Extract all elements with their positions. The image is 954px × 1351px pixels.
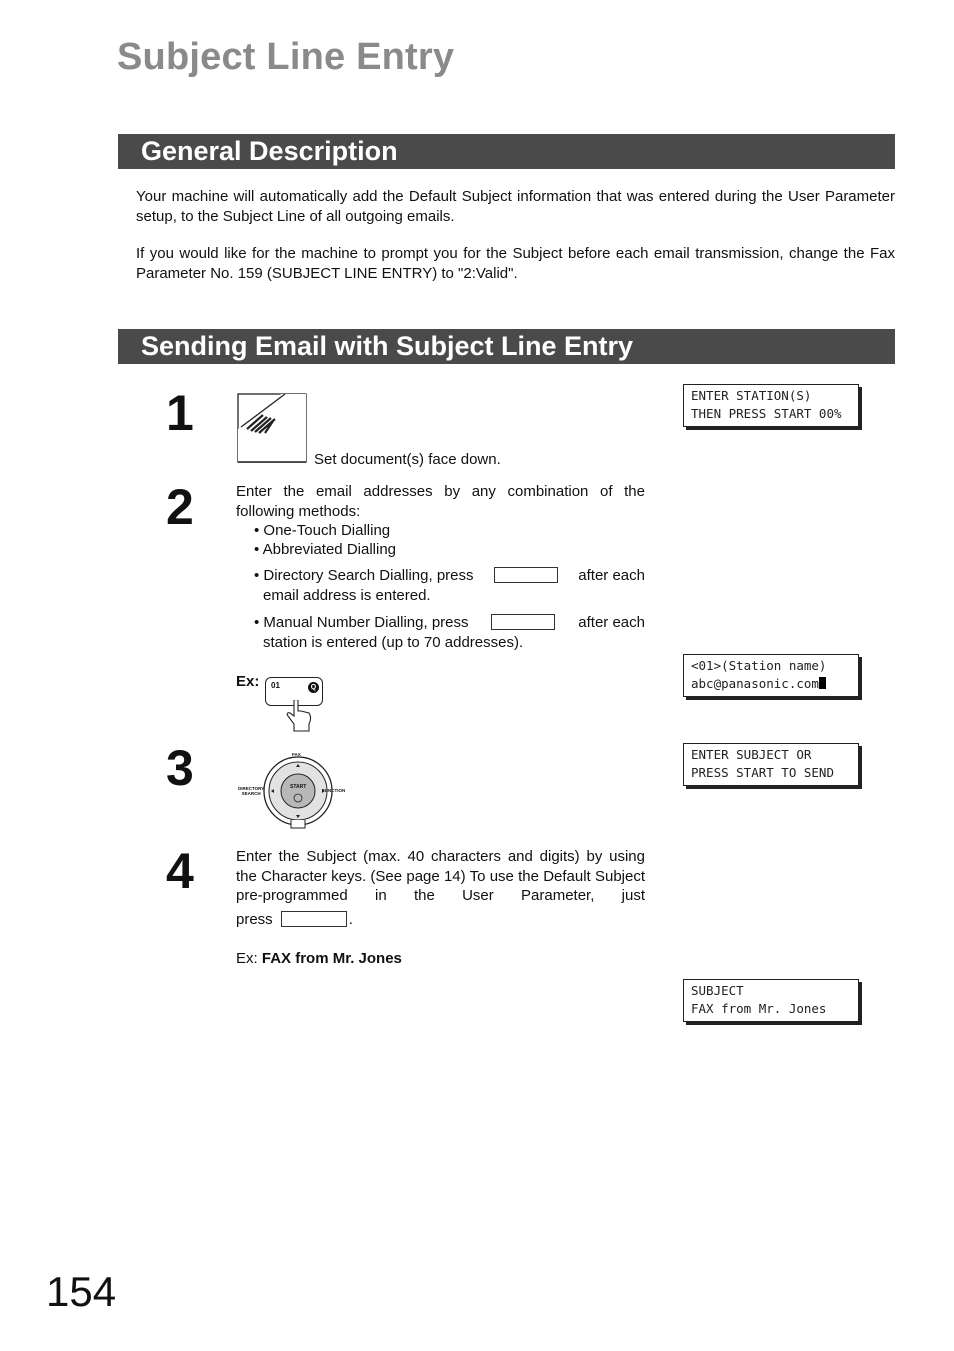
bullet-manual-number-text: • Manual Number Dialling, press [254, 614, 469, 631]
step-4-text: Enter the Subject (max. 40 characters and digits) by using the Character keys. (See page 14) To use the Default Subject pre-programmed in the User Parameter, just [236, 848, 645, 904]
lcd-line-2: THEN PRESS START 00% [691, 406, 842, 421]
lcd-display-step-1 [683, 384, 859, 427]
lcd-line-2: FAX from Mr. Jones [691, 1001, 827, 1016]
lcd-line-1: ENTER SUBJECT OR [691, 747, 812, 762]
section-heading-sending-email: Sending Email with Subject Line Entry [118, 329, 895, 364]
manual-number-key [491, 614, 555, 630]
general-description-paragraph-2: If you would like for the machine to prompt you for the Subject before each email transmission, change the Fax Parameter No. 159 (SUBJECT LINE ENTRY) to "2:Valid". [136, 245, 895, 282]
fax-label: FAX [292, 752, 301, 757]
bullet-directory-search-cont: email address is entered. [263, 587, 431, 604]
example-label: Ex: [236, 673, 260, 690]
step-1-number: 1 [166, 385, 194, 441]
document-feeder-icon [237, 393, 309, 465]
directory-search-label: DIRECTORY SEARCH [238, 786, 265, 796]
lcd-display-step-2 [683, 654, 859, 697]
pressing-finger-icon [285, 700, 313, 732]
page-title: Subject Line Entry [117, 36, 455, 78]
lcd-line-1: ENTER STATION(S) [691, 388, 812, 403]
bullet-manual-number-after: after each [578, 614, 645, 631]
start-key-label: START [290, 784, 307, 790]
step-4-press-line [236, 910, 353, 930]
step-2-intro: Enter the email addresses by any combination of the following methods: [236, 483, 645, 520]
bullet-manual-number-cont: station is entered (up to 70 addresses). [263, 634, 524, 651]
lcd-display-step-3 [683, 743, 859, 786]
page-number: 154 [46, 1268, 117, 1315]
lcd-line-2: PRESS START TO SEND [691, 765, 834, 780]
step-4-example-prefix: Ex: [236, 950, 258, 967]
step-2-number: 2 [166, 479, 194, 535]
bullet-directory-search [254, 566, 645, 586]
lcd-line-1: <01>(Station name) [691, 658, 827, 673]
lcd-line-1: SUBJECT [691, 983, 744, 998]
section-heading-general-description: General Description [118, 134, 895, 169]
one-touch-key-number: 01 [271, 681, 280, 690]
directory-search-key [494, 567, 558, 583]
lcd-cursor [819, 677, 826, 689]
general-description-paragraph-1: Your machine will automatically add the Default Subject information that was entered during the User Parameter setup, to the Subject Line of all outgoing emails. [136, 188, 895, 225]
step-4-example-value: FAX from Mr. Jones [261, 950, 402, 967]
step-1-text: Set document(s) face down. [314, 451, 501, 468]
lcd-line-2: abc@panasonic.com [691, 676, 819, 691]
bullet-abbreviated: • Abbreviated Dialling [254, 541, 397, 558]
step-4-number: 4 [166, 843, 194, 899]
lcd-display-step-4 [683, 979, 859, 1022]
bullet-directory-search-text: • Directory Search Dialling, press [254, 567, 474, 584]
bullet-one-touch: • One-Touch Dialling [254, 522, 391, 539]
bullet-directory-search-after: after each [578, 567, 645, 584]
set-key [281, 911, 347, 927]
step-4-example [236, 949, 402, 969]
step-3-number: 3 [166, 740, 194, 796]
one-touch-key-letter: Q [308, 682, 319, 693]
function-label: FUNCTION [322, 788, 346, 793]
step-4-press-text: press [236, 911, 273, 928]
step-4-period: . [348, 911, 353, 928]
bullet-manual-number [254, 613, 645, 633]
